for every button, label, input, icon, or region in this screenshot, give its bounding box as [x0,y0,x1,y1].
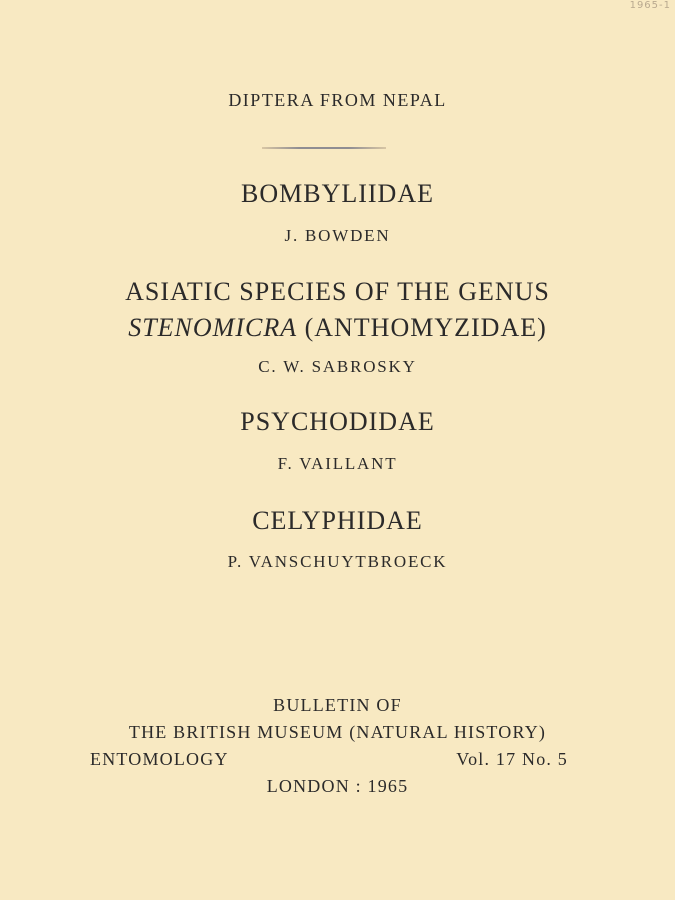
article-2-author: C. W. SABROSKY [258,357,417,376]
imprint: LONDON : 1965 [266,776,409,796]
pencil-annotation: 1965-1 [629,0,671,11]
volume-label: Vol. 17 No. 5 [456,749,568,769]
article-2-title-line2 [0,313,675,343]
article-4-author: P. VANSCHUYTBROECK [227,552,448,571]
publication-line-2: THE BRITISH MUSEUM (NATURAL HISTORY) [128,722,547,742]
genus-name: STENOMICRA [128,313,298,342]
title-divider [262,147,386,149]
article-1-title: BOMBYLIIDAE [241,179,434,208]
publication-line-1: BULLETIN OF [273,695,402,715]
family-name: (ANTHOMYZIDAE) [297,313,547,342]
article-1-author: J. BOWDEN [284,226,391,245]
series-title: DIPTERA FROM NEPAL [228,90,447,110]
publication-subject-row [90,749,568,770]
article-3-title: PSYCHODIDAE [240,407,435,436]
article-4-title: CELYPHIDAE [252,506,423,535]
article-2-title-line1: ASIATIC SPECIES OF THE GENUS [125,277,550,306]
article-3-author: F. VAILLANT [277,454,398,473]
subject-label: ENTOMOLOGY [90,749,229,769]
